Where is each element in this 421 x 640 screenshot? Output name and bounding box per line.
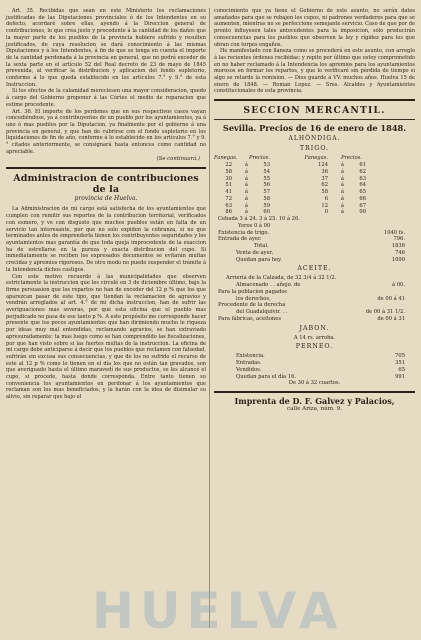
price-cell: 30: [225, 175, 232, 182]
precios-heading: Sevilla. Precios de 16 de enero de 1848.: [222, 123, 407, 134]
price-cell: á: [340, 175, 344, 182]
price-cell: 86: [225, 209, 232, 216]
fabricas-line: Para fábricas, aceitones de 00 á 31: [218, 315, 405, 322]
price-cell: 36: [321, 168, 328, 175]
price-cell: á: [244, 202, 248, 209]
entrada-line: Entrada de ayer. 796.: [218, 236, 405, 243]
perneo-heading: PERNEO.: [295, 343, 334, 351]
header-precios-1: Precios.: [248, 155, 270, 162]
art35-paragraph: Art. 35. Recibidas que sean en este Ministerio los reclamaciones justificadas de las Diputaciones provinciales ó de los Intendentes en su defecto, acordaré sobre ellas, ayendo á la Direccion general de contribuciones, lo que crea justo y procedente á la cantidad de los daños que la mayor parte de los pueblos de la provincia hubiere sufrido y resulten justificados, de cuya resolucion se dará conocimiento á las mismas Diputaciones y á los Intendentes, á fin de que se tenga en cuenta el importe de la cantidad perdonada á la provincia en general, que no podrá exceder de la sexta parte en el artículo 52 del Real decreto de 23 de mayo de 1845 prevenida, al verificar la distribucion y aplicacion del fondo supletorio, conforme á lo que queda establecido en los artículos 7.° y 9.° de esta Instruccion.: [6, 8, 206, 88]
price-cell: 12: [321, 202, 328, 209]
price-table: [214, 162, 415, 216]
price-cell: á: [244, 162, 248, 169]
huelva-watermark: HUELVA: [92, 582, 344, 640]
perneo-precio: De 30 á 32 cuartos.: [288, 380, 341, 387]
price-cell: 37: [321, 175, 328, 182]
guadalquivir-line: del Guadalquivir. . . de 00 á 31 1/2.: [236, 309, 405, 316]
price-cell: 54: [263, 168, 270, 175]
price-cell: 61: [359, 162, 366, 169]
price-cell: 67: [359, 202, 366, 209]
price-cell: á: [244, 189, 248, 196]
price-cell: 0: [324, 209, 328, 216]
mercantil-rule-top: [214, 99, 415, 101]
mercantil-rule-bottom: [214, 119, 415, 120]
section-rule: [6, 167, 206, 169]
price-cell: á: [340, 168, 344, 175]
imprenta-line: Imprenta de D. F. Galvez y Palacios,: [234, 396, 395, 407]
price-cell: á: [244, 182, 248, 189]
perneo-entradas-line: Entradas. 351: [236, 360, 405, 367]
price-cell: 72: [225, 195, 232, 202]
header-precios-2: Precios.: [340, 155, 362, 162]
cebada-line: Cebada 3 á 24. 3 á 25. 10 á 26.: [218, 216, 300, 223]
derechos-line: los derechos, de 00 á 41: [236, 295, 405, 302]
perneo-existencia-line: Existencia. 705: [236, 353, 405, 360]
right-column: [214, 8, 415, 413]
price-cell: á: [244, 168, 248, 175]
signature-paragraph: He manifestado con llaneza como se procederá en este asunto, con arreglo á las recientes órdenes recibidas; y repito por último que estoy comprometido en no haber reclamado á la Intendencia los apremios para los ayuntamientos morosos en formar los repartos, y que lo verificaré sin pérdida de tiempo si algo se retarde la remision. — Dios guarde á VV. muchos años. Huelva 15 de enero de 1848. — Roman Lopez. — Sres. Alcaldes y Ayuntamientos constitucionales de esta provincia.: [214, 48, 415, 95]
price-cell: á: [340, 209, 344, 216]
almacenado-line: Almacenado . . añejo. de á 00.: [236, 282, 405, 289]
calamidad-paragraph: Si los efectos de la calamidad mereciesen una mayor consideracion, quedo á cargo del Gobierno proponer á las Córtes el medio de reparacion que estime procedente.: [6, 88, 206, 108]
column-divider: [209, 8, 210, 628]
price-cell: 60: [263, 209, 270, 216]
price-cell: á: [340, 189, 344, 196]
continuation-paragraph: conocimiento que ya tiene el Gobierno de este asunto, no serán datos amañados para que se rebajen los cupos, ni padrones verdaderos para que se aumenten, mientras no se perfeccione semejante servicio. Caso de que por de pronto influyesen tales antecedentes para la imposicion, sólo producirán consecuencias para los pueblos que observen la ley y rígidez para los que obran con torpes engaños.: [214, 8, 415, 48]
header-fanegas-1: Fanegas.: [214, 155, 238, 162]
price-row: [214, 196, 415, 203]
price-cell: 22: [225, 162, 232, 169]
jabon-price: A 14 rs. arroba.: [293, 334, 336, 341]
left-column: [6, 8, 206, 401]
admin-subheading: provincia de Huelva.: [74, 195, 138, 203]
admin-paragraph-1: La Administracion de mi cargo está satisfecha de los ayuntamientos que cumplen con remitir sus reportes de la contribucion territorial, verificados con esmero, y ve con disgusto que muchos pueblos están en falta de un servicio tan interesante, por que no solo expiden la cobranza, si no que terminados antes de emprenderla tienen los contribuyentes seguridades y los ayuntamientos mas garantía de que toda queja improcedente de la exaccion ha de estrellarse en la pureza y exacta distribucion del cupo. Si inmediatamente se reciben los expresados documentos se evitarán multas crecidas y apremios rigorosos. De otro modo no puedo suspender el trámite á la Intendencia dichos castigos.: [6, 206, 206, 273]
price-cell: 53: [263, 162, 270, 169]
price-cell: á: [340, 162, 344, 169]
arrieria-line: Arriería de la Calzada, de 32 3/4 á 32 1/2.: [226, 275, 337, 282]
price-cell: 59: [263, 202, 270, 209]
price-cell: 6: [324, 195, 328, 202]
yeros-line: Yeros 0 á 00: [238, 222, 271, 229]
price-cell: á: [340, 195, 344, 202]
aceite-heading: ACEITE.: [297, 265, 332, 273]
price-cell: 55: [263, 175, 270, 182]
price-cell: 58: [321, 189, 328, 196]
price-cell: 66: [359, 195, 366, 202]
price-cell: á: [244, 195, 248, 202]
price-cell: á: [244, 209, 248, 216]
header-fanegas-2: Fanegas.: [304, 155, 328, 162]
price-cell: á: [340, 182, 344, 189]
perneo-quedan-line: Quedan para el día 16. 991: [236, 373, 405, 380]
admin-heading: Administracion de contribuciones de la: [13, 173, 199, 196]
price-row: [214, 189, 415, 196]
alhondiga-heading: ALHÓNDIGA.: [288, 135, 341, 143]
jabon-heading: JABON.: [299, 324, 330, 332]
price-cell: 58: [225, 168, 232, 175]
se-continuara: (Se continuará.): [156, 156, 200, 163]
existencia-line: Existencia de trigo. 1040 fs.: [218, 229, 405, 236]
price-cell: 62: [321, 182, 328, 189]
price-cell: 124: [318, 162, 328, 169]
para-poblacion-line: Para la poblacion pagados: [218, 288, 288, 295]
total-line: Total. 1836: [254, 243, 405, 250]
price-row: [214, 162, 415, 169]
price-cell: 62: [359, 168, 366, 175]
price-cell: 41: [225, 189, 232, 196]
price-cell: á: [244, 175, 248, 182]
perneo-vendidos-line: Vendidos. 65: [236, 366, 405, 373]
price-cell: 56: [263, 182, 270, 189]
price-cell: 58: [263, 195, 270, 202]
imprenta-address: calle Ariza, núm. 9.: [287, 406, 342, 413]
price-cell: 64: [359, 182, 366, 189]
price-cell: 57: [263, 189, 270, 196]
quedan-line: Quedan para hoy. 1090: [236, 256, 405, 263]
trigo-heading: TRIGO.: [299, 145, 330, 153]
imprenta-rule: [214, 391, 415, 393]
art36-paragraph: Art. 36. El importe de los perdones que en sus respectivos casos vayan concediéndose, ya á contribuyentes de un pueblo por los ayuntamientos, ya á uno ó mas pueblos por la Diputacion, ya finalmente por el gobierno á una provincia en general, y que han de cubrirse con el fondo supletorio en los liquidaciones de fin de año, conforme á lo establecido en los artículos 7.° y 9.° citados anteriormente, se consignará hasta entonces como cantidad no apreciable.: [6, 108, 206, 155]
seccion-mercantil-heading: SECCION MERCANTIL.: [243, 105, 386, 117]
price-cell: 00: [359, 209, 366, 216]
price-cell: 63: [359, 175, 366, 182]
venta-line: Venta de ayer. 746: [236, 249, 405, 256]
price-cell: 51: [225, 182, 232, 189]
admin-paragraph-2: Con este motivo recuerdo á las municipalidades que observen estrictamente la instruccion que les circulé en 3 de diciembre último, bajo la firme persuasion que los repartos no han de exceder del 12 p % que los que aparezcan pasar de este tipo, que tiendan la reclamacion de agravios y vendrán arreglados al art. 4.° de mi dicha instruccion, han de sufrir las averiguaciones mas severas, por que esta oficina que el pueblo mas perjudicado no pasa de ese tanto p %. A este propósito me corresponde hacer presente que los pocos ayuntamientos que han dirimiendo mucho le riqueza por ideas muy mal entendidas, reclamando agravios, se han extraviado apresuradamente: ta mas luego como se han comprendido las fiscalizaciones, por que han visto sobre si las fuertes multas de la instruccion. La oficina de mi cargo debe anticiparse á decir que los pueblos que reclamen con falsedad, sufrirán sin excusa sus consecuencias, y que de los no sufrido el recurso de este al 12 p % como lo tienen en el día los que no están tan gravados, son que averiguado hasta el último maravedí de sus productos, se les alcancé el cupo, si procede, hasta donde corresponda. Entre tanto tienen su conveniencia los ayuntamientos en perdonar á los ayuntamientos que reclaman son los mas beneficiados, y la harán con la idea de disimular su alivio, sin reparar que bajo el: [6, 273, 206, 401]
price-cell: á: [340, 202, 344, 209]
price-cell: 65: [359, 189, 366, 196]
procedente-line: Procedente de la derecha: [218, 302, 286, 309]
price-row: [214, 169, 415, 176]
price-cell: 63: [225, 202, 232, 209]
